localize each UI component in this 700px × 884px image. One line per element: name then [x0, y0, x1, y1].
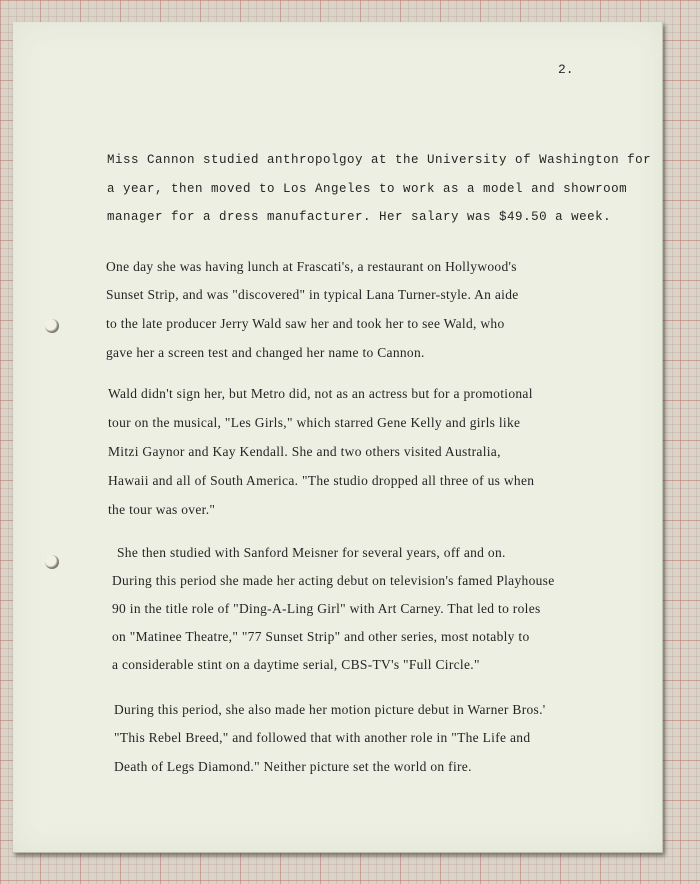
text-line: Wald didn't sign her, but Metro did, not as an actress but for a promotional [108, 386, 533, 401]
text-line: She then studied with Sanford Meisner for several years, off and on. [117, 545, 506, 560]
punch-hole [45, 555, 59, 569]
text-line: During this period she made her acting debut on television's famed Playhouse [112, 573, 555, 588]
text-line: 90 in the title role of "Ding-A-Ling Girl" with Art Carney. That led to roles [112, 601, 541, 616]
text-line: Hawaii and all of South America. "The studio dropped all three of us when [108, 473, 535, 488]
text-line: tour on the musical, "Les Girls," which starred Gene Kelly and girls like [108, 415, 521, 430]
text-line: the tour was over." [108, 502, 216, 517]
text-line: During this period, she also made her motion picture debut in Warner Bros.' [114, 702, 546, 717]
punch-hole [45, 319, 59, 333]
text-line: "This Rebel Breed," and followed that with another role in "The Life and [114, 730, 531, 745]
text-line: a year, then moved to Los Angeles to work as a model and showroom [107, 182, 628, 196]
document-page [13, 22, 663, 853]
text-line: One day she was having lunch at Frascati's, a restaurant on Hollywood's [106, 259, 517, 274]
page-number: 2. [558, 62, 574, 77]
text-line: gave her a screen test and changed her name to Cannon. [106, 345, 425, 360]
text-line: Mitzi Gaynor and Kay Kendall. She and two others visited Australia, [108, 444, 501, 459]
text-line: Sunset Strip, and was "discovered" in typical Lana Turner-style. An aide [106, 287, 519, 302]
text-line: on "Matinee Theatre," "77 Sunset Strip" and other series, most notably to [112, 629, 530, 644]
text-line: Miss Cannon studied anthropolgoy at the University of Washington for [107, 153, 652, 167]
text-line: a considerable stint on a daytime serial, CBS-TV's "Full Circle." [112, 657, 480, 672]
text-line: Death of Legs Diamond." Neither picture set the world on fire. [114, 759, 472, 774]
text-line: manager for a dress manufacturer. Her salary was $49.50 a week. [107, 210, 612, 224]
text-line: to the late producer Jerry Wald saw her and took her to see Wald, who [106, 316, 505, 331]
